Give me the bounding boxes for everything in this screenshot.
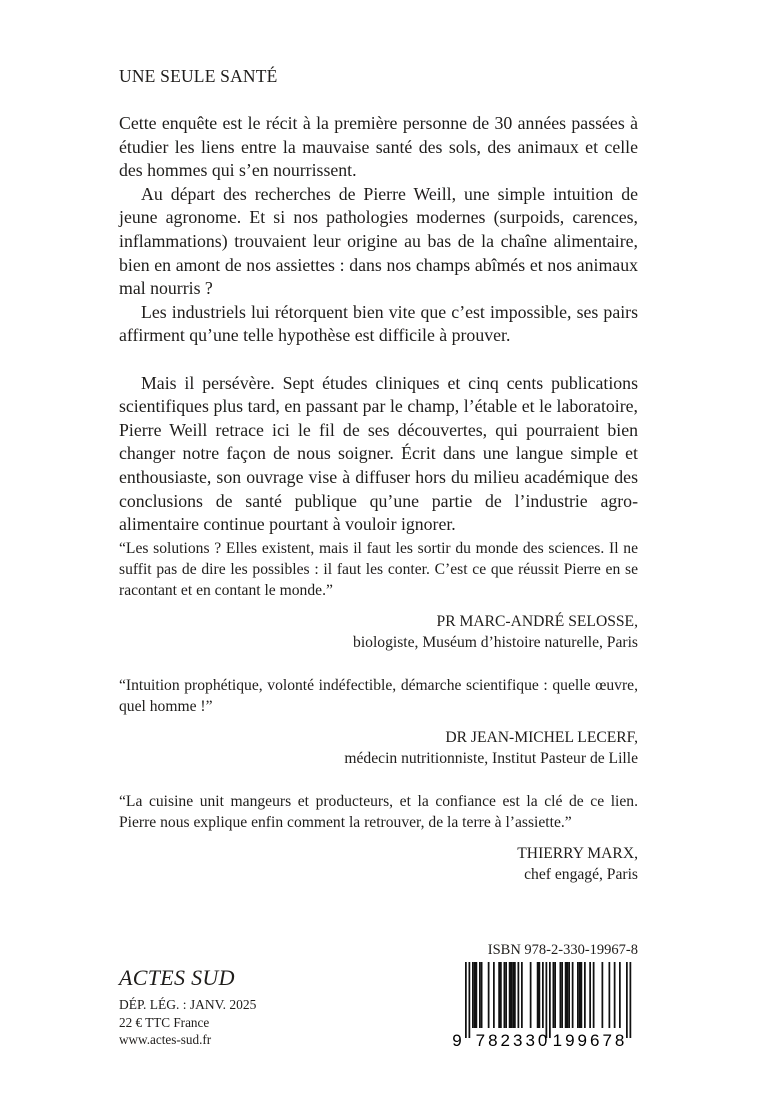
barcode-bar (581, 962, 583, 1028)
barcode-bar (500, 962, 502, 1028)
barcode-bar (481, 962, 483, 1028)
barcode-bar (577, 962, 579, 1028)
isbn-label: ISBN 978-2-330-19967-8 (487, 942, 638, 958)
endorsement-role: biologiste, Muséum d’histoire naturelle, Paris (353, 634, 638, 651)
publisher-logo: ACTES SUD (119, 965, 235, 990)
book-title: UNE SEULE SANTÉ (119, 66, 278, 86)
barcode-bar (589, 962, 591, 1028)
barcode-bar (593, 962, 595, 1028)
barcode-bar (512, 962, 514, 1028)
barcode-bar (511, 962, 513, 1028)
endorsement-text: “Les solutions ? Elles existent, mais il faut les sortir du monde des sciences. Il ne suffit pas de dire les possibles : il faut les conter. C’est ce que réussit Pierre en se racontant et en contant le monde.” (119, 540, 638, 599)
price: 22 € TTC France (119, 1014, 210, 1030)
barcode-bar (479, 962, 481, 1028)
barcode-bar (602, 962, 604, 1028)
endorsement-text: “Intuition prophétique, volonté indéfectible, démarche scientifique : quelle œuvre, quel homme !” (119, 677, 638, 715)
blurb-paragraph: Au départ des recherches de Pierre Weill, une simple intuition de jeune agronome. Et si nos pathologies modernes (surpoids, carences, inflammations) trouvaient leur origine au bas de la chaîne alimentaire, bien en amont de nos assiettes : dans nos champs abîmés et nos animaux mal nourris ? (119, 183, 638, 299)
barcode-bar (469, 962, 471, 1038)
endorsement-author: PR MARC-ANDRÉ SELOSSE, (436, 613, 638, 630)
barcode-digits-left: 782330 (475, 1031, 551, 1050)
endorsement (119, 791, 638, 885)
barcode-bar (609, 962, 611, 1028)
endorsement-attribution (119, 843, 638, 885)
endorsements (119, 538, 638, 885)
isbn-barcode (451, 962, 641, 1050)
endorsement-text: “La cuisine unit mangeurs et producteurs, et la confiance est la clé de ce lien. Pierre nous explique enfin comment la retrouver, de la terre à l’assiette.” (119, 793, 638, 831)
blurb-paragraph: Les industriels lui rétorquent bien vite que c’est impossible, ses pairs affirment qu’une telle hypothèse est difficile à prouver. (119, 301, 638, 346)
barcode-bar (498, 962, 500, 1028)
barcode-bar (584, 962, 586, 1028)
barcode-bar (514, 962, 516, 1028)
barcode-bar (619, 962, 621, 1028)
barcode-bar (614, 962, 616, 1028)
blurb-paragraph: Mais il persévère. Sept études cliniques et cinq cents publications scientifiques plus tard, en passant par le champ, l’étable et le laboratoire, Pierre Weill retrace ici le fil de ses découvertes, qui pourraient bien changer notre façon de nous soigner. Écrit dans une langue simple et enthousiaste, son ouvrage vise à diffuser hors du milieu académique des conclusions de santé publique qu’une partie de l’industrie agro-alimentaire continue pourtant à vouloir ignorer. (119, 372, 638, 535)
barcode-bar (565, 962, 567, 1028)
legal-info (119, 996, 256, 1049)
barcode-bar (572, 962, 574, 1028)
blurb (119, 112, 638, 537)
endorsement-role: médecin nutritionniste, Institut Pasteur de Lille (344, 750, 638, 767)
barcode-bar (530, 962, 532, 1028)
barcode-bar (474, 962, 476, 1028)
barcode-bar (579, 962, 581, 1028)
barcode-bar (493, 962, 495, 1028)
endorsement-attribution (119, 611, 638, 653)
barcode-bar (505, 962, 507, 1028)
barcode-bar (488, 962, 490, 1028)
barcode-bar (549, 962, 551, 1038)
barcode-bar (554, 962, 556, 1028)
barcode-bar (561, 962, 563, 1028)
barcode-bar (518, 962, 520, 1028)
legal-deposit: DÉP. LÉG. : JANV. 2025 (119, 997, 257, 1012)
barcode-bar (560, 962, 562, 1028)
barcode-bar (504, 962, 506, 1028)
barcode-bar (509, 962, 511, 1028)
endorsement-role: chef engagé, Paris (524, 866, 638, 883)
barcode-digits-right: 199678 (552, 1031, 628, 1050)
barcode-bar (539, 962, 541, 1028)
barcode-bar (626, 962, 628, 1038)
barcode-graphic (451, 962, 641, 1050)
barcode-digit-first: 9 (452, 1031, 462, 1050)
publisher-website: www.actes-sud.fr (119, 1032, 212, 1047)
barcode-bar (542, 962, 544, 1028)
endorsement (119, 538, 638, 653)
barcode-bar (537, 962, 539, 1028)
barcode-bar (472, 962, 474, 1028)
endorsement-author: THIERRY MARX, (517, 845, 638, 862)
barcode-bar (568, 962, 570, 1028)
endorsement (119, 675, 638, 769)
endorsement-author: DR JEAN-MICHEL LECERF, (445, 729, 638, 746)
endorsement-attribution (119, 727, 638, 769)
barcode-bar (476, 962, 478, 1028)
blurb-paragraph: Cette enquête est le récit à la première personne de 30 années passées à étudier les liens entre la mauvaise santé des sols, des animaux et celle des hommes qui s’en nourrissent. (119, 113, 638, 181)
barcode-bar (553, 962, 555, 1028)
barcode-bar (465, 962, 467, 1038)
barcode-bar (546, 962, 548, 1038)
barcode-bar (521, 962, 523, 1028)
barcode-bar (630, 962, 632, 1038)
barcode-bar (567, 962, 569, 1028)
